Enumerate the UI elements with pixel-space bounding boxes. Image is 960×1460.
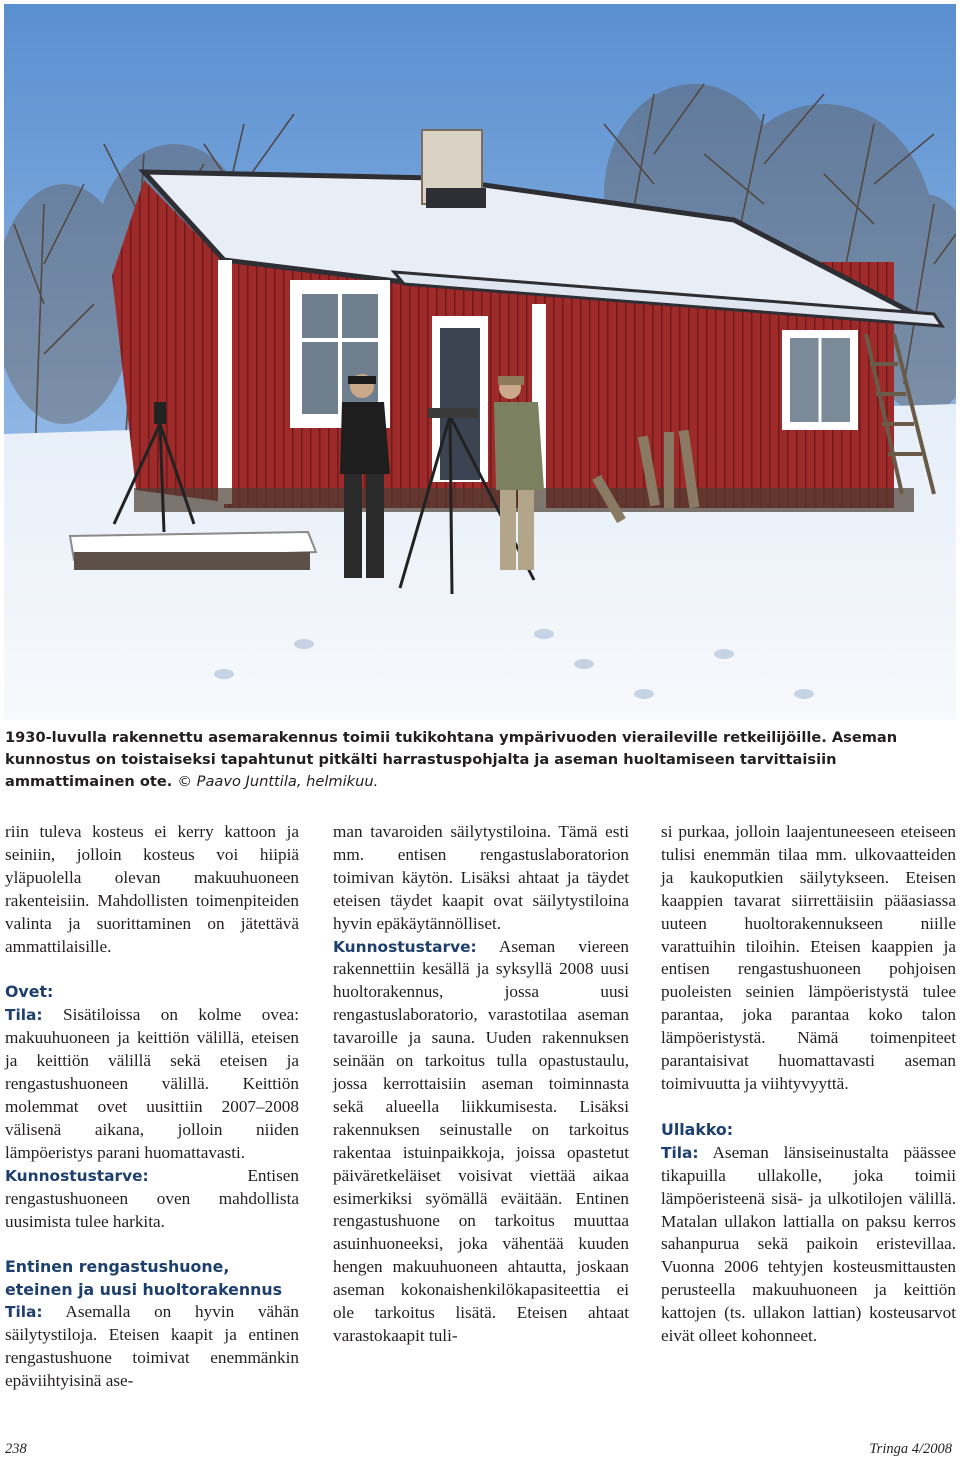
caption-credit: © Paavo Junttila, helmikuu. xyxy=(177,773,379,790)
paragraph: man tavaroiden säilytystiloina. Tämä esti mm. entisen rengastuslaboratorion toimivan käytön. Lisäksi ahtaat ja täydet eteisen täydet kaapit ovat säilytystiloina hyvin epäkäytännölliset. xyxy=(333,822,629,933)
column-2 xyxy=(333,821,629,1348)
section-heading-ovet: Ovet: xyxy=(5,982,54,1002)
section-heading-rengastushuone: Entinen rengastushuone, eteinen ja uusi huoltorakennus xyxy=(5,1257,283,1299)
page-number: 238 xyxy=(5,1441,27,1457)
paragraph: si purkaa, jolloin laajentuneeseen eteiseen tulisi enemmän tilaa mm. ulkovaatteiden ja kaukoputkien säilytykseen. Eteisen kaappien tavarat siirrettäisiin pääasiassa uuteen huoltorakennukseen niille varattuihin tiloihin. Eteisen kaappien ja entisen rengastushuoneen pohjoisen puoleisten seinien lämpöeristystä tulee parantaa, joka parantaa koko talon lämpöeristystä. Nämä toimenpiteet parantaisivat huomattavasti aseman toimivuutta ja viihtyvyyttä. xyxy=(661,822,956,1093)
tila-text: Sisätiloissa on kolme ovea: makuuhuoneen ja keittiön välillä, eteisen ja keittiön välillä sekä eteisen ja rengastushuoneen välillä. Keittiön molemmat ovet uusittiin 2007–2008 välisenä aikana, jolloin niiden lämpöeristys parani huomattavasti. xyxy=(5,1005,299,1162)
photo-caption xyxy=(5,727,957,793)
kunnostustarve-label: Kunnostustarve: xyxy=(5,1166,149,1185)
tila-label: Tila: xyxy=(5,1303,43,1322)
station-photo xyxy=(4,4,956,720)
caption-text: 1930-luvulla rakennettu asemarakennus toimii tukikohtana ympärivuoden vieraileville retkeilijöille. Aseman kunnostus on toistaiseksi tapahtunut pitkälti harrastuspohjalta ja aseman huoltamiseen tarvittaisiin ammattimainen ote. xyxy=(5,729,898,790)
journal-issue: Tringa 4/2008 xyxy=(869,1441,952,1457)
kunnostustarve-text: Entisen rengastushuoneen oven mahdollista uusimista tulee harkita. xyxy=(5,1165,299,1231)
paragraph: riin tuleva kosteus ei kerry kattoon ja seiniin, jolloin kosteus voi hiipiä yläpuolella olevan makuuhuoneen rakenteisiin. Mahdollisten toimenpiteiden valinta ja suorittaminen on jätettävä ammattilaisille. xyxy=(5,822,299,956)
tila-label: Tila: xyxy=(661,1143,699,1162)
kunnostustarve-text: Aseman viereen rakennettiin kesällä ja syksyllä 2008 uusi huoltorakennus, jossa uusi rengastuslaboratorio, varastotilaa aseman tavaroille ja sauna. Uuden rakennuksen seinään on tarkoitus tulla opastustaulu, jossa kerrottaisiin aseman toiminnasta sekä alueella liikkumisesta. Lisäksi rakennuksen seinustalle on tarkoitus rakentaa istuinpaikkoja, joissa opastetut päiväretkeläiset voisivat viettää aikaa esimerkiksi syömällä eväitään. Entinen rengastushuone on tarkoitus muuttaa asuinhuoneeksi, joka vähentää kuuden hengen makuuhuoneen ahtautta, joskaan aseman kokonaishenkilökapasiteettia ei ole tarkoitus lisätä. Eteisen ahtaat varastokaapit tuli- xyxy=(333,936,629,1345)
tila-text: Aseman länsiseinustalta päässee tikapuilla ullakolle, joka toimii lämpöeristeenä sisä- ja ulkotilojen välillä. Matalan ullakon lattialla on paksu kerros sahanpurua sekä paikoin eristevillaa. Vuonna 2006 tehtyjen kosteusmittausten perusteella makuuhuoneen ja keittiön kattojen (ts. ullakon lattian) kosteusarvot eivät olleet kohonneet. xyxy=(661,1142,956,1346)
kunnostustarve-label: Kunnostustarve: xyxy=(333,937,477,956)
tila-label: Tila: xyxy=(5,1006,43,1025)
column-3 xyxy=(661,821,956,1348)
tila-text: Asemalla on hyvin vähän säilytystiloja. Eteisen kaapit ja entinen rengastushuone toimivat enemmänkin epäviihtyisinä ase- xyxy=(5,1302,299,1391)
section-heading-ullakko: Ullakko: xyxy=(661,1119,734,1139)
column-1 xyxy=(5,821,299,1393)
